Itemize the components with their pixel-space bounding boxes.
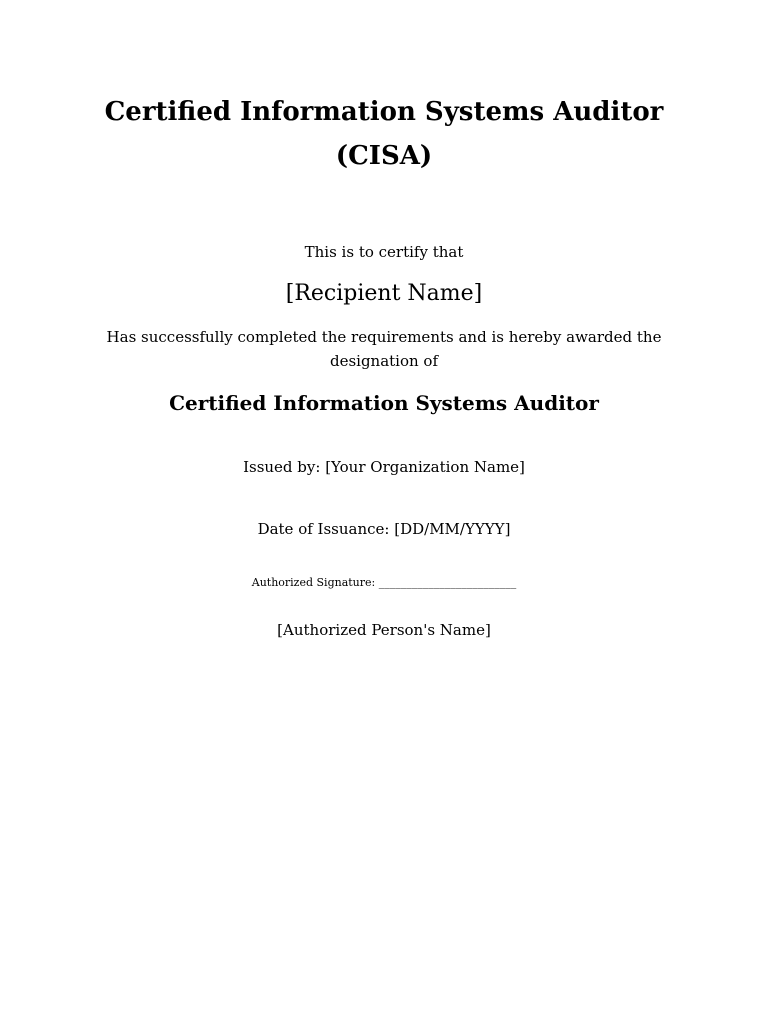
body-text-line2: designation of (329, 352, 439, 370)
date-of-issuance: Date of Issuance: [DD/MM/YYYY] (257, 520, 511, 538)
body-text-line1: Has successfully completed the requirements and is hereby awarded the (106, 328, 662, 346)
issued-by: Issued by: [Your Organization Name] (243, 458, 525, 476)
certificate-title-line2: (CISA) (335, 141, 433, 171)
certificate-title-line1: Certified Information Systems Auditor (104, 97, 664, 127)
recipient-name: [Recipient Name] (285, 281, 483, 306)
signature-line: Authorized Signature: _________________________ (251, 576, 517, 589)
designation-title: Certified Information Systems Auditor (169, 391, 599, 415)
authorized-person-name: [Authorized Person's Name] (277, 621, 491, 639)
certify-text: This is to certify that (304, 243, 464, 261)
